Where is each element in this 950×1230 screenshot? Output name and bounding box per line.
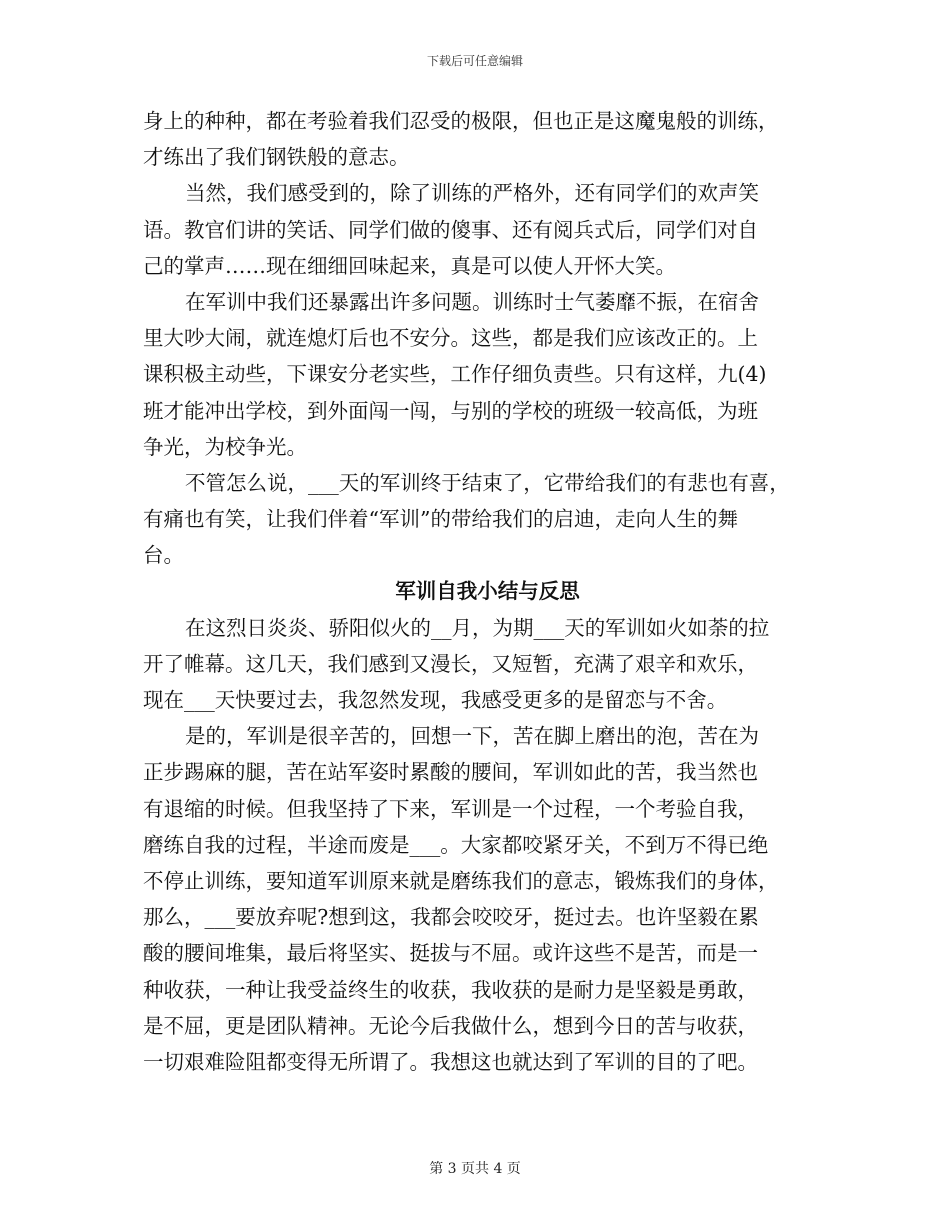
text-line-1: 身上的种种，都在考验着我们忍受的极限，但也正是这魔鬼般的训练，	[143, 109, 779, 133]
text-line-19: 正步踢麻的腿，苦在站军姿时累酸的腰间，军训如此的苦，我当然也	[143, 760, 758, 785]
section-heading: 军训自我小结与反思	[395, 579, 580, 604]
text-line-5: 己的掌声……现在细细回味起来，真是可以使人开怀大笑。	[143, 253, 676, 278]
text-line-21: 磨练自我的过程，半途而废是___。大家都咬紧牙关，不到万不得已绝	[143, 832, 769, 857]
text-line-12: 有痛也有笑，让我们伴着“军训”的带给我们的启迪，走向人生的舞	[143, 507, 738, 532]
text-line-3: 当然，我们感受到的，除了训练的严格外，还有同学们的欢声笑	[185, 181, 759, 206]
text-line-25: 种收获，一种让我受益终生的收获，我收获的是耐力是坚毅是勇敢，	[143, 977, 758, 1002]
text-line-8: 课积极主动些，下课安分老实些，工作仔细负责些。只有这样，九(4)	[143, 362, 767, 387]
text-line-16: 开了帷幕。这几天，我们感到又漫长，又短暂，充满了艰辛和欢乐，	[143, 651, 758, 676]
text-line-4: 语。教官们讲的笑话、同学们做的傻事、还有阅兵式后，同学们对自	[143, 217, 758, 242]
page-footer: 第 3 页共 4 页	[429, 1161, 521, 1177]
text-line-6: 在军训中我们还暴露出许多问题。训练时士气萎靡不振，在宿舍	[185, 289, 759, 314]
text-line-11: 不管怎么说，___天的军训终于结束了，它带给我们的有悲也有喜，	[185, 470, 790, 495]
text-line-9: 班才能冲出学校，到外面闯一闯，与别的学校的班级一较高低，为班	[143, 398, 758, 423]
text-line-18: 是的，军训是很辛苦的，回想一下，苦在脚上磨出的泡，苦在为	[185, 724, 759, 749]
text-line-26: 是不屈，更是团队精神。无论今后我做什么，想到今日的苦与收获，	[143, 1013, 758, 1038]
text-line-22: 不停止训练，要知道军训原来就是磨练我们的意志，锻炼我们的身体，	[143, 868, 779, 893]
text-line-27: 一切艰难险阻都变得无所谓了。我想这也就达到了军训的目的了吧。	[143, 1049, 758, 1074]
text-line-13: 台。	[143, 543, 184, 568]
text-line-7: 里大吵大闹，就连熄灯后也不安分。这些，都是我们应该改正的。上	[143, 326, 758, 351]
text-line-20: 有退缩的时候。但我坚持了下来，军训是一个过程，一个考验自我，	[143, 796, 758, 821]
text-line-15: 在这烈日炎炎、骄阳似火的__月，为期___天的军训如火如荼的拉	[185, 615, 770, 640]
text-line-10: 争光，为校争光。	[143, 434, 307, 459]
text-line-23: 那么，___要放弃呢?想到这，我都会咬咬牙，挺过去。也许坚毅在累	[143, 905, 759, 930]
text-line-24: 酸的腰间堆集，最后将坚实、挺拔与不屈。或许这些不是苦，而是一	[143, 941, 758, 966]
document-body	[143, 103, 808, 1080]
text-line-17: 现在___天快要过去，我忽然发现，我感受更多的是留恋与不舍。	[143, 688, 728, 712]
page-header: 下载后可任意编辑	[426, 54, 523, 68]
text-line-2: 才练出了我们钢铁般的意志。	[143, 145, 410, 170]
